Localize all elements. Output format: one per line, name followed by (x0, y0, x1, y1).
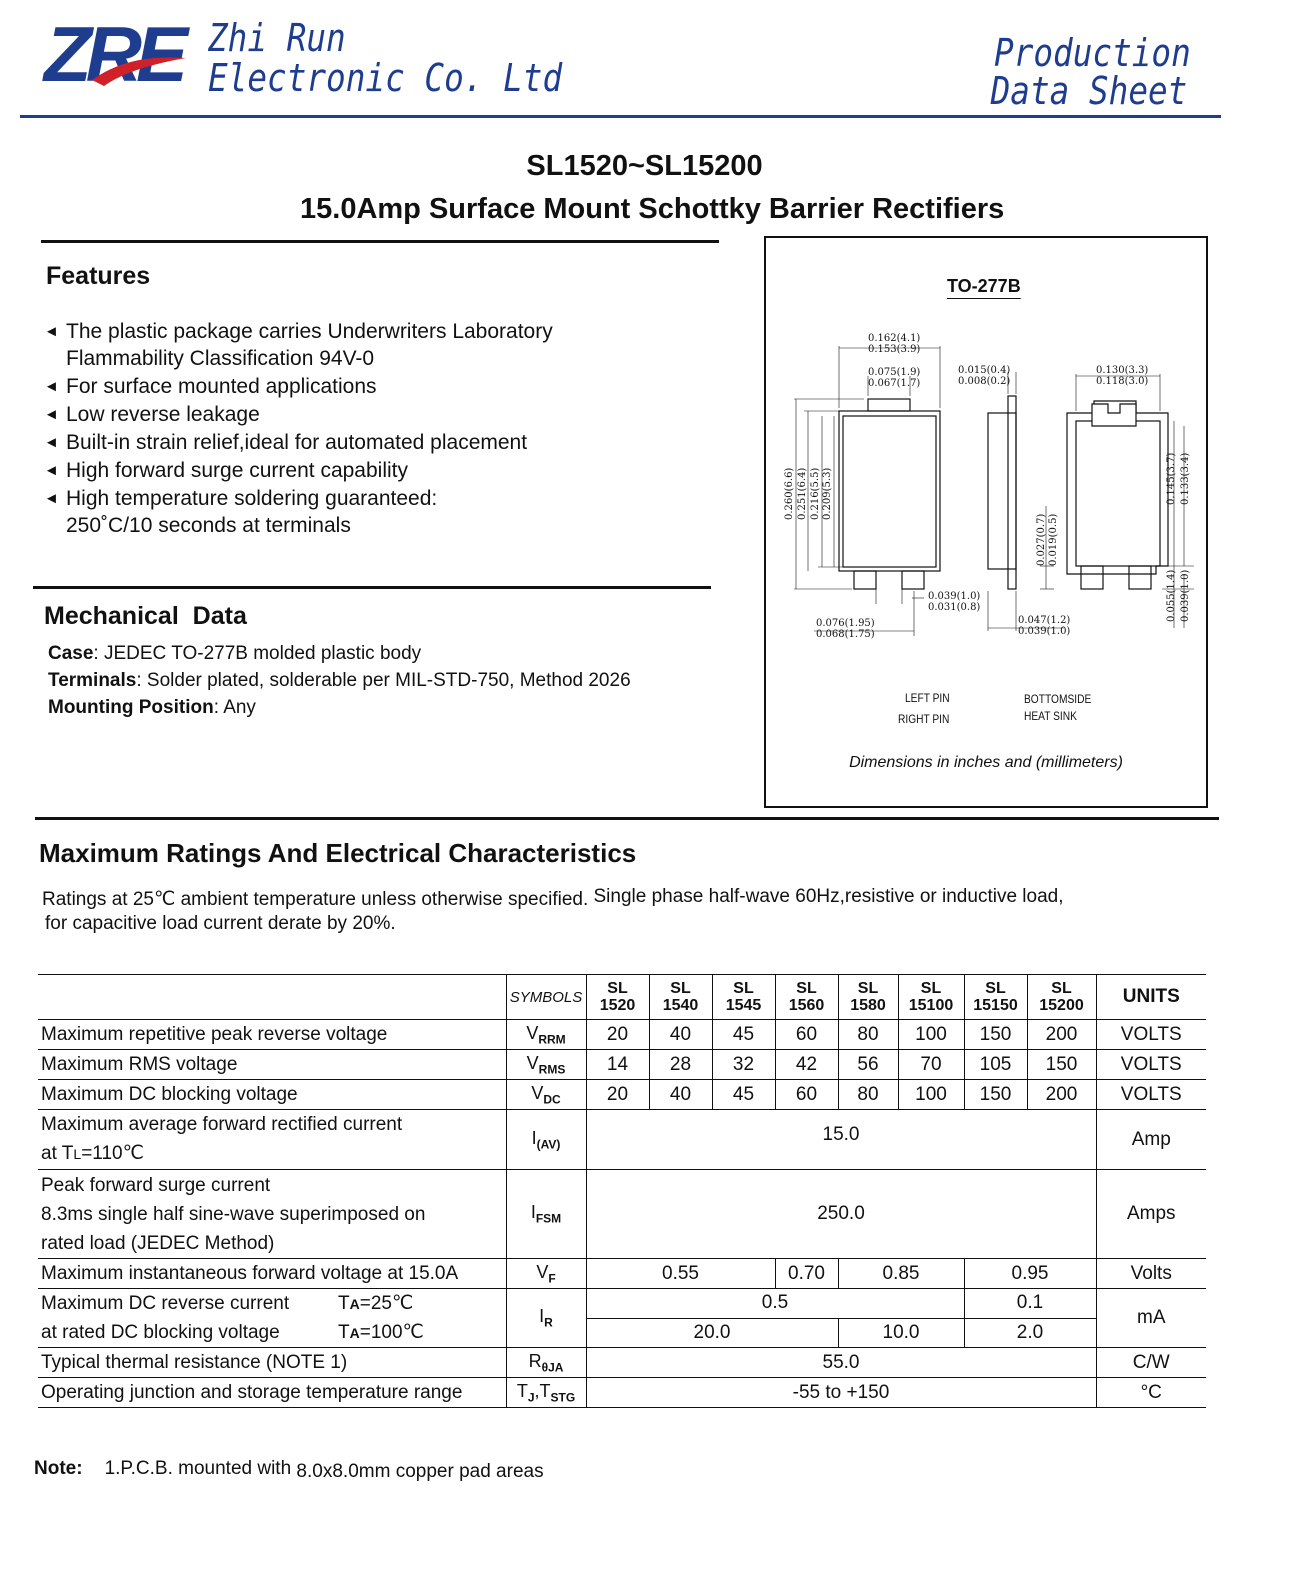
dim-height-4: 0.209(5.3) (822, 467, 833, 520)
dim-height-2: 0.251(6.4) (797, 467, 808, 520)
mechanical-data (48, 640, 631, 721)
part-header: SL 15200 (1027, 975, 1096, 1020)
footnote: Note: 1.P.C.B. mounted with 8.0x8.0mm copper pad areas (34, 1458, 544, 1482)
ratings-top-rule (35, 817, 1219, 820)
dim-side-width: 0.047(1.2) 0.039(1.0) (1018, 615, 1071, 637)
left-arrow-bullet-icon: ◄ (44, 323, 59, 340)
product-description-title: 15.0Amp Surface Mount Schottky Barrier Rectifiers (300, 193, 1005, 225)
ratings-description: Ratings at 25℃ ambient temperature unless otherwise specified. Single phase half-wave 60Hz,resistive or inductive load, for capacitive load current derate by 20%. (42, 886, 1064, 934)
ratings-table (38, 974, 1206, 1408)
feature-item: ◄ Built-in strain relief,ideal for automated placement (44, 431, 528, 454)
features-top-rule (41, 240, 719, 243)
document-type: Production Data Sheet (990, 31, 1191, 113)
ratings-heading: Maximum Ratings And Electrical Characteristics (39, 838, 637, 868)
features-list (44, 318, 724, 539)
part-range-title: SL1520~SL15200 (526, 150, 763, 182)
units-header: UNITS (1096, 975, 1206, 1020)
table-row: Operating junction and storage temperature range $T_J,T_{STG}$ -55 to +150 °C (38, 1378, 1206, 1408)
mechanical-top-rule (33, 586, 711, 589)
table-header-row (38, 975, 1206, 1020)
part-header: SL 15150 (964, 975, 1027, 1020)
part-header: SL 1540 (649, 975, 712, 1020)
package-name: TO-277B (947, 276, 1021, 296)
table-row: at rated DC blocking voltage TA=100℃ 20.0 10.0 2.0 (38, 1318, 1206, 1348)
dim-height-1: 0.260(6.6) (784, 467, 795, 520)
right-pin-label: RIGHT PIN (898, 712, 950, 726)
dim-right-height-2: 0.133(3.4) (1180, 452, 1191, 505)
table-row: Maximum instantaneous forward voltage at 15.0A $V_F$ 0.55 0.70 0.85 0.95 Volts (38, 1259, 1206, 1289)
table-row: Maximum repetitive peak reverse voltage $V_{RRM}$ 20 40 45 60 80 100 150 200 VOLTS (38, 1020, 1206, 1050)
header-divider (20, 115, 1221, 118)
table-row: Maximum DC reverse current TA=25℃ $I_R$ 0.5 0.1 mA (38, 1289, 1206, 1319)
feature-item: ◄ The plastic package carries Underwriters Laboratory Flammability Classification 94V-0 (44, 320, 553, 370)
dim-pin-height-1: 0.027(0.7) (1036, 513, 1047, 566)
mechanical-row-mounting: Mounting Position: Any (48, 697, 256, 718)
left-arrow-bullet-icon: ◄ (44, 490, 59, 507)
feature-item: ◄ High temperature soldering guaranteed: 250˚C/10 seconds at terminals (44, 487, 438, 537)
part-header: SL 1580 (838, 975, 898, 1020)
feature-item: ◄ Low reverse leakage (44, 403, 260, 426)
table-row: Maximum average forward rectified current at TL=110℃ $I_{(AV)}$ 15.0 Amp (38, 1110, 1206, 1170)
dim-bottom-width: 0.130(3.3) 0.118(3.0) (1096, 365, 1149, 387)
dim-tab-width: 0.075(1.9) 0.067(1.7) (868, 367, 921, 389)
part-header: SL 1560 (775, 975, 838, 1020)
features-heading: Features (46, 262, 151, 290)
part-header: SL 1545 (712, 975, 775, 1020)
dim-pin-offset: 0.076(1.95) 0.068(1.75) (816, 618, 875, 640)
dim-right-bottom-1: 0.055(1.4) (1166, 569, 1177, 622)
mechanical-row-terminals: Terminals: Solder plated, solderable per MIL-STD-750, Method 2026 (48, 670, 631, 691)
left-arrow-bullet-icon: ◄ (44, 406, 59, 423)
dim-body-width: 0.162(4.1) 0.153(3.9) (868, 333, 921, 355)
table-row: Maximum RMS voltage $V_{RMS}$ 14 28 32 42 56 70 105 150 VOLTS (38, 1050, 1206, 1080)
left-arrow-bullet-icon: ◄ (44, 434, 59, 451)
table-row: Maximum DC blocking voltage $V_{DC}$ 20 40 45 60 80 100 150 200 VOLTS (38, 1080, 1206, 1110)
dim-right-bottom-2: 0.039(1.0) (1180, 569, 1191, 622)
symbols-header: SYMBOLS (506, 975, 586, 1020)
part-header: SL 1520 (586, 975, 649, 1020)
table-row: Typical thermal resistance (NOTE 1) $R_{\theta JA}$ 55.0 C/W (38, 1348, 1206, 1378)
company-name: Zhi Run Electronic Co. Ltd (208, 16, 563, 100)
dim-height-3: 0.216(5.5) (810, 467, 821, 520)
package-outline-drawing (764, 236, 1208, 676)
feature-item: ◄ For surface mounted applications (44, 375, 377, 398)
dimensions-note: Dimensions in inches and (millimeters) (849, 754, 1123, 771)
heat-sink-label: BOTTOMSIDE HEAT SINK (1024, 692, 1092, 723)
left-arrow-bullet-icon: ◄ (44, 462, 59, 479)
mechanical-row-case: Case: JEDEC TO-277B molded plastic body (48, 643, 422, 664)
left-pin-label: LEFT PIN (905, 691, 950, 705)
table-row: Peak forward surge current 8.3ms single half sine-wave superimposed on rated load (JEDEC Method) $I_{FSM}$ 250.0 Amps (38, 1170, 1206, 1259)
dim-pin-height-2: 0.019(0.5) (1048, 513, 1059, 566)
mechanical-heading: Mechanical Data (44, 602, 247, 630)
dim-right-height-1: 0.145(3.7) (1166, 452, 1177, 505)
dim-pin-gap: 0.039(1.0) 0.031(0.8) (928, 591, 981, 613)
logo-swoosh-icon (90, 50, 190, 90)
left-arrow-bullet-icon: ◄ (44, 378, 59, 395)
dim-side-thickness: 0.015(0.4) 0.008(0.2) (958, 365, 1011, 387)
feature-item: ◄ High forward surge current capability (44, 459, 408, 482)
company-logo: ZRE (44, 10, 182, 98)
part-header: SL 15100 (898, 975, 964, 1020)
